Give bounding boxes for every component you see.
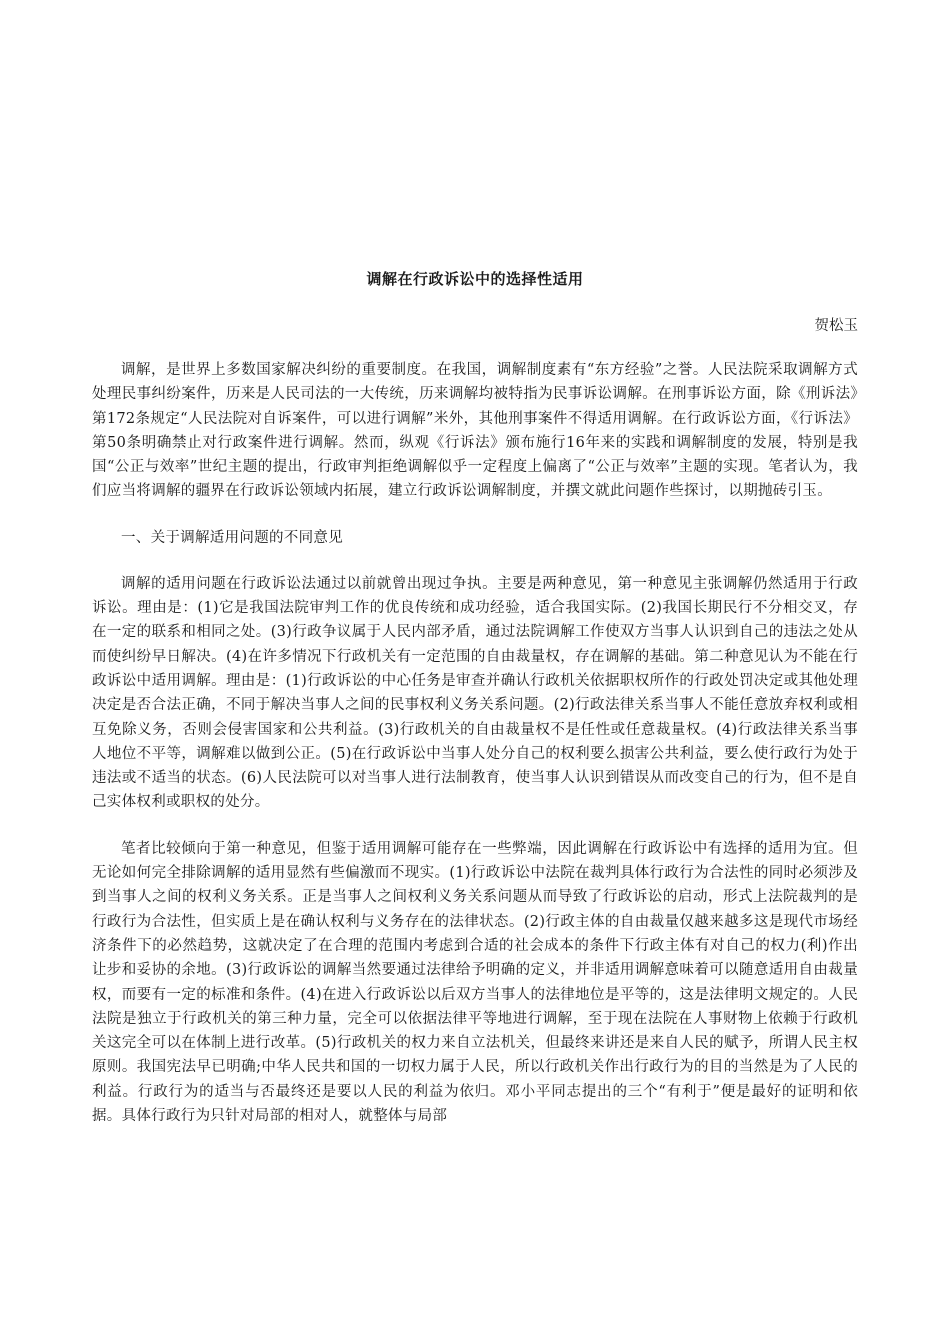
document-title: 调解在行政诉讼中的选择性适用 <box>366 270 584 288</box>
intro-paragraph: 调解，是世界上多数国家解决纠纷的重要制度。在我国，调解制度素有“东方经验”之誉。人民法院采取调解方式处理民事纠纷案件，历来是人民司法的一大传统，历来调解均被特指为民事诉讼调解。在刑事诉讼方面，除《刑诉法》第172条规定“人民法院对自诉案件，可以进行调解”米外，其他刑事案件不得适用调解。在行政诉讼方面，《行诉法》第50条明确禁止对行政案件进行调解。然而，纵观《行诉法》颁布施行16年来的实践和调解制度的发展，特别是我国“公正与效率”世纪主题的提出，行政审判拒绝调解似乎一定程度上偏离了“公正与效率”主题的实现。笔者认为，我们应当将调解的疆界在行政诉讼领域内拓展，建立行政诉讼调解制度，并撰文就此问题作些探讨，以期抛砖引玉。 <box>92 362 858 500</box>
document-page <box>92 268 858 1128</box>
body-paragraph: 笔者比较倾向于第一种意见，但鉴于适用调解可能存在一些弊端，因此调解在行政诉讼中有选择的适用为宜。但无论如何完全排除调解的适用显然有些偏激而不现实。(1)行政诉讼中法院在裁判具体行政行为合法性的同时必须涉及到当事人之间的权利义务关系。正是当事人之间权利义务关系问题从而导致了行政诉讼的启动，形式上法院裁判的是行政行为合法性，但实质上是在确认权利与义务存在的法律状态。(2)行政主体的自由裁量仅越来越多这是现代市场经济条件下的必然趋势，这就决定了在合理的范围内考虑到合适的社会成本的条件下行政主体有对自己的权力(利)作出让步和妥协的余地。(3)行政诉讼的调解当然要通过法律给予明确的定义，并非适用调解意味着可以随意适用自由裁量权，而要有一定的标准和条件。(4)在进入行政诉讼以后双方当事人的法律地位是平等的，这是法律明文规定的。人民法院是独立于行政机关的第三种力量，完全可以依据法律平等地进行调解，至于现在法院在人事财物上依赖于行政机关这完全可以在体制上进行改革。(5)行政机关的权力来自立法机关，但最终来讲还是来自人民的赋予，所谓人民主权原则。我国宪法早已明确;中华人民共和国的一切权力属于人民，所以行政机关作出行政行为的目的当然是为了人民的利益。行政行为的适当与否最终还是要以人民的利益为依归。邓小平同志提出的三个“有利于”便是最好的证明和依据。具体行政行为只针对局部的相对人，就整体与局部 <box>92 840 858 1125</box>
section-heading: 一、关于调解适用问题的不同意见 <box>121 529 343 546</box>
document-author: 贺松玉 <box>814 318 858 334</box>
body-paragraph: 调解的适用问题在行政诉讼法通过以前就曾出现过争执。主要是两种意见，第一种意见主张调解仍然适用于行政诉讼。理由是：(1)它是我国法院审判工作的优良传统和成功经验，适合我国实际。(2)我国长期民行不分相交叉，存在一定的联系和相同之处。(3)行政争议属于人民内部矛盾，通过法院调解工作使双方当事人认识到自己的违法之处从而使纠纷早日解决。(4)在许多情况下行政机关有一定范围的自由裁量权，存在调解的基础。第二种意见认为不能在行政诉讼中适用调解。理由是：(1)行政诉讼的中心任务是审查并确认行政机关依据职权所作的行政处罚决定或其他处理决定是否合法正确，不同于解决当事人之间的民事权利义务关系问题。(2)行政法律关系当事人不能任意放弃权利或相互免除义务，否则会侵害国家和公共利益。(3)行政机关的自由裁量权不是任性或任意裁量权。(4)行政法律关系当事人地位不平等，调解难以做到公正。(5)在行政诉讼中当事人处分自己的权利要么损害公共利益，要么使行政行为处于违法或不适当的状态。(6)人民法院可以对当事人进行法制教育，使当事人认识到错误从而改变自己的行为，但不是自己实体权利或职权的处分。 <box>92 575 858 811</box>
